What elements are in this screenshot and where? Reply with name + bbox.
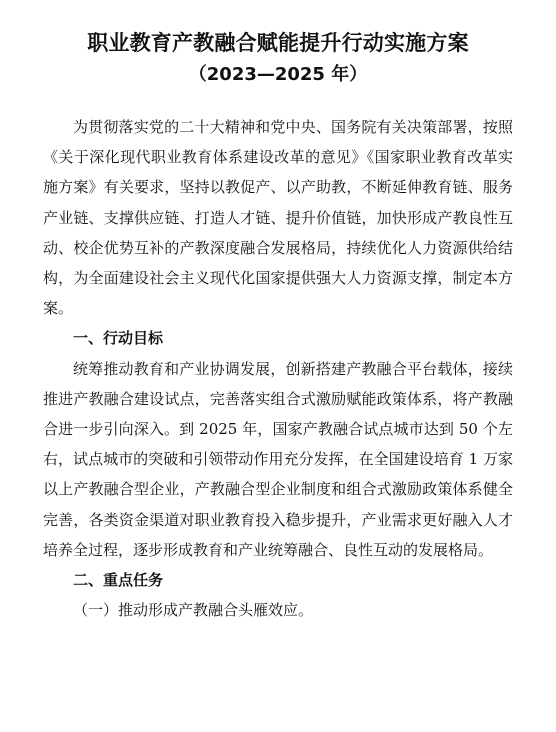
intro-paragraph: 为贯彻落实党的二十大精神和党中央、国务院有关决策部署，按照《关于深化现代职业教育体系建设改革的意见》《国家职业教育改革实施方案》有关要求，坚持以教促产、以产助教，不断延伸教育链、服务产业链、支撑供应链、打造人才链、提升价值链，加快形成产教良性互动、校企优势互补的产教深度融合发展格局，持续优化人力资源供给结构，为全面建设社会主义现代化国家提供强大人力资源支撑，制定本方案。 [43, 118, 513, 318]
document-subtitle: （2023—2025 年） [188, 64, 368, 85]
goals-paragraph: 统筹推动教育和产业协调发展，创新搭建产教融合平台载体，接续推进产教融合建设试点，完善落实组合式激励赋能政策体系，将产教融合进一步引向深入。到 2025 年，国家产教融合试点城市达到 50 个左右，试点城市的突破和引领带动作用充分发挥，在全国建设培育 1 万家以上产教融合型企业，产教融合型企业制度和组合式激励政策体系健全完善，各类资金渠道对职业教育投入稳步提升，产业需求更好融入人才培养全过程，逐步形成教育和产业统筹融合、良性互动的发展格局。 [43, 359, 513, 559]
document-title: 职业教育产教融合赋能提升行动实施方案 [87, 31, 469, 55]
section-heading-tasks: 二、重点任务 [73, 571, 164, 590]
section-heading-goals: 一、行动目标 [73, 329, 164, 348]
task-item-1: （一）推动形成产教融合头雁效应。 [73, 601, 314, 620]
